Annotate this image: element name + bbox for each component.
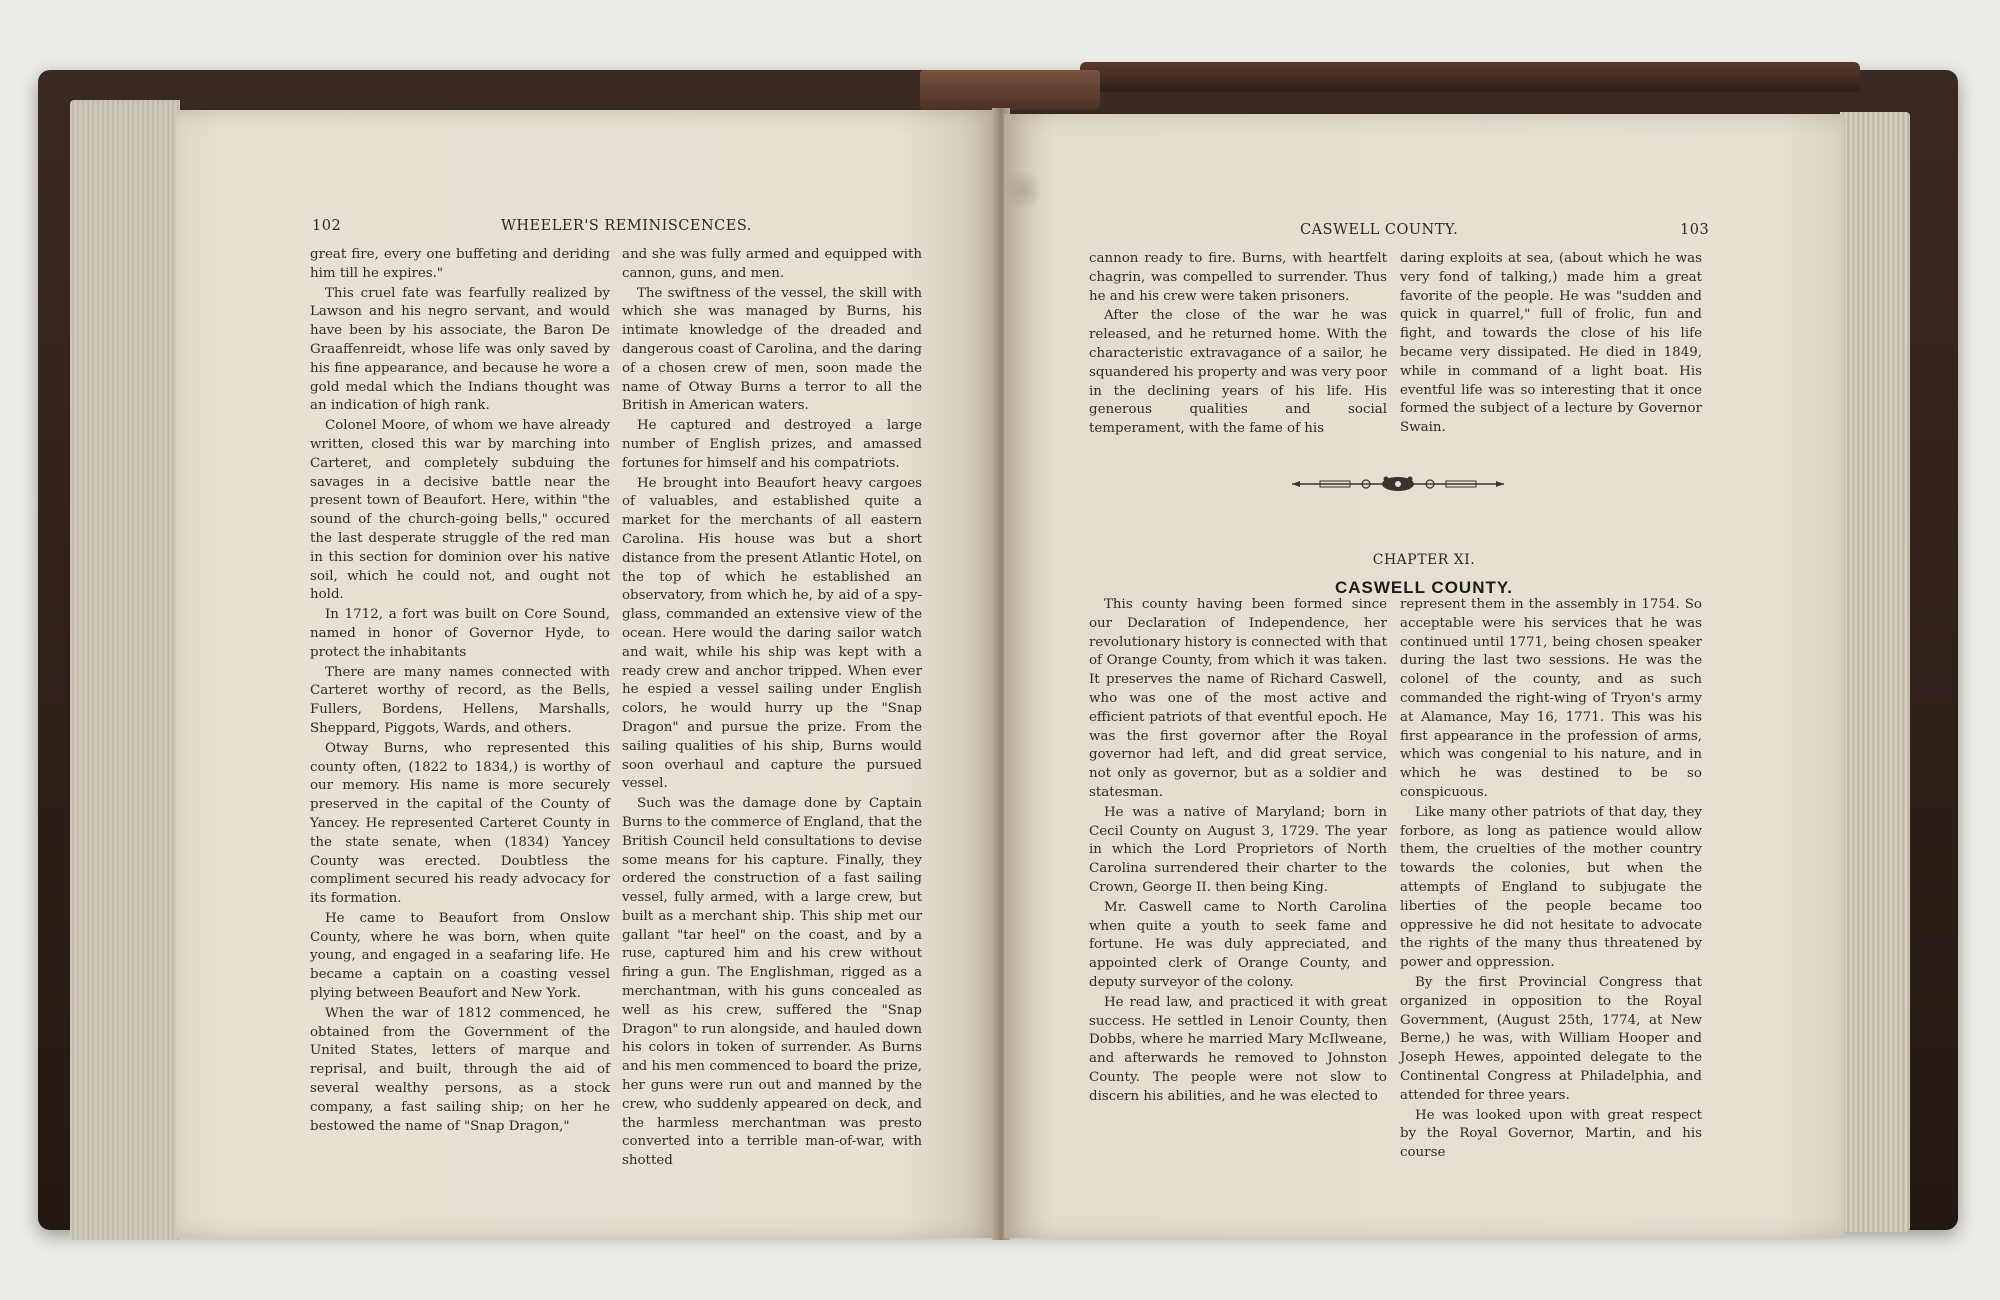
paragraph: represent them in the assembly in 1754. So acceptable were his services that he was continued until 1771, being chosen speaker during the last two sessions. He was the colonel of the county, and as such commanded the right-wing of Tryon's army at Alamance, May 16, 1771. This was his first appearance in the profession of arms, which was congenial to his nature, and in which he was destined to be so conspicuous.: [1400, 597, 1702, 800]
paragraph: and she was fully armed and equipped with cannon, guns, and men.: [622, 247, 922, 281]
paragraph: There are many names connected with Carteret worthy of record, as the Bells, Fullers, Bordens, Hellens, Marshalls, Sheppard, Piggots, Wards, and others.: [310, 664, 610, 736]
cover-edge: [1080, 62, 1860, 92]
chapter-title: CASWELL COUNTY.: [1334, 578, 1514, 597]
paragraph: He was looked upon with great respect by the Royal Governor, Martin, and his course: [1400, 1107, 1702, 1161]
left-column-1: [310, 246, 610, 1137]
paragraph: Such was the damage done by Captain Burns to the commerce of England, that the British Council held consultations to devise some means for his capture. Finally, they ordered the construction of a fast sailing vessel, fully armed, with a large crew, but built as a merchant ship. This ship met our gallant "tar heel" on the coast, and by a ruse, captured him and his crew without firing a gun. The Englishman, rigged as a merchantman, with his guns concealed as well as his crew, suffered the "Snap Dragon" to run alongside, and hauled down his colors in token of surrender. As Burns and his men commenced to board the prize, her guns were run out and manned by the crew, who suddenly appeared on deck, and the harmless merchantman was presto converted into a terrible man-of-war, with shotted: [622, 796, 922, 1169]
right-top-column-1: [1089, 250, 1387, 440]
right-top-column-2: [1400, 250, 1702, 439]
page-edges-right: [1840, 112, 1910, 1232]
paragraph: He came to Beaufort from Onslow County, where he was born, when quite young, and engaged in a seafaring life. He became a captain on a coasting vessel plying between Beaufort and New York.: [310, 910, 610, 1002]
paragraph: By the first Provincial Congress that organized in opposition to the Royal Government, (August 25th, 1774, at New Berne,) he was, with William Hooper and Joseph Hewes, appointed delegate to the Continental Congress at Philadelphia, and attended for three years.: [1400, 974, 1702, 1103]
paragraph: He brought into Beaufort heavy cargoes of valuables, and established quite a market for the merchants of all eastern Carolina. His house was but a short distance from the present Atlantic Hotel, on the top of which he established an observatory, from which he, by aid of a spy-glass, commanded an extensive view of the ocean. Here would the daring sailor watch and wait, while his ship was kept with a ready crew and anchor tripped. When ever he espied a vessel sailing under English colors, he would hurry up the "Snap Dragon" and pursue the prize. From the sailing qualities of his ship, Burns would soon overhaul and capture the pursued vessel.: [622, 475, 922, 792]
paragraph: He captured and destroyed a large number of English prizes, and amassed fortunes for himself and his compatriots.: [622, 418, 922, 471]
paragraph: Mr. Caswell came to North Carolina when quite a youth to seek fame and fortune. He was duly appreciated, and appointed clerk of Orange County, and deputy surveyor of the colony.: [1089, 899, 1387, 990]
spine: [920, 70, 1100, 110]
running-head-left: WHEELER'S REMINISCENCES.: [501, 218, 752, 234]
page-number-left: 102: [312, 218, 342, 234]
paragraph: great fire, every one buffeting and deriding him till he expires.": [310, 247, 610, 281]
paragraph: This cruel fate was fearfully realized by Lawson and his negro servant, and would have been by his associate, the Baron De Graaffenreidt, whose life was only saved by his fine appearance, and because he wore a gold medal which the Indians thought was an indication of high rank.: [310, 285, 610, 414]
paragraph: He read law, and practiced it with great success. He settled in Lenoir County, then Dobbs, where he married Mary McIlweane, and afterwards he removed to Johnston County. The people were not slow to discern his abilities, and he was elected to: [1089, 994, 1387, 1104]
paragraph: In 1712, a fort was built on Core Sound, named in honor of Governor Hyde, to protect the inhabitants: [310, 607, 610, 660]
paragraph: The swiftness of the vessel, the skill with which she was managed by Burns, his intimate knowledge of the dreaded and dangerous coast of Carolina, and the daring of a chosen crew of men, soon made the name of Otway Burns a terror to all the British in American waters.: [622, 285, 922, 414]
paragraph: When the war of 1812 commenced, he obtained from the Government of the United States, letters of marque and reprisal, and built, through the aid of several wealthy persons, as a stock company, a fast sailing ship; on her he bestowed the name of "Snap Dragon,": [310, 1005, 610, 1134]
right-page: [1004, 114, 1844, 1238]
paragraph: Otway Burns, who represented this county often, (1822 to 1834,) is worthy of our memory. His name is more securely preserved in the capital of the County of Yancey. He represented Carteret County in the state senate, when (1834) Yancey County was erected. Doubtless the compliment secured his ready advocacy for its formation.: [310, 740, 610, 907]
paragraph: Colonel Moore, of whom we have already written, closed this war by marching into Carteret, and completely subduing the savages in a decisive battle near the present town of Beaufort. Here, within "the sound of the church-going bells," occured the last desperate struggle of the red man in this section for dominion over his native soil, which he could not, and ought not hold.: [310, 418, 610, 603]
paragraph: daring exploits at sea, (about which he was very fond of talking,) made him a great favorite of the people. He was "sudden and quick in quarrel," full of frolic, fun and fight, and towards the close of his life became very dissipated. He died in 1849, while in command of a light boat. His eventful life was so interesting that it once formed the subject of a lecture by Governor Swain.: [1400, 251, 1702, 436]
paragraph: After the close of the war he was released, and he returned home. With the characteristic extravagance of a sailor, he squandered his property and was very poor in the declining years of his life. His generous qualities and social temperament, with the fame of his: [1089, 308, 1387, 437]
right-bottom-column-2: [1400, 596, 1702, 1164]
ornament-divider: [1290, 474, 1506, 494]
page-edges-left: [70, 100, 180, 1240]
running-head-right: CASWELL COUNTY.: [1300, 222, 1459, 238]
left-column-2: [622, 246, 922, 1172]
right-bottom-column-1: [1089, 596, 1387, 1108]
page-stain: [1004, 166, 1040, 214]
paragraph: This county having been formed since our Declaration of Independence, her revolutionary history is connected with that of Orange County, from which it was taken. It preserves the name of Richard Caswell, who was one of the most active and efficient patriots of that eventful epoch. He was the first governor after the Royal governor had left, and did great service, not only as governor, but as a soldier and statesman.: [1089, 597, 1388, 800]
chapter-number: CHAPTER XI.: [1372, 552, 1476, 568]
paragraph: He was a native of Maryland; born in Cecil County on August 3, 1729. The year in which the Lord Proprietors of North Carolina surrendered their charter to the Crown, George II. then being King.: [1089, 804, 1387, 895]
page-number-right: 103: [1680, 222, 1710, 238]
left-page: [176, 110, 998, 1238]
paragraph: Like many other patriots of that day, they forbore, as long as patience would allow them, the cruelties of the mother country towards the colonies, but when the attempts of England to subjugate the liberties of the people became too oppressive he did not hesitate to advocate the rights of the many thus threatened by power and oppression.: [1400, 804, 1702, 971]
paragraph: cannon ready to fire. Burns, with heartfelt chagrin, was compelled to surrender. Thus he and his crew were taken prisoners.: [1089, 251, 1387, 304]
